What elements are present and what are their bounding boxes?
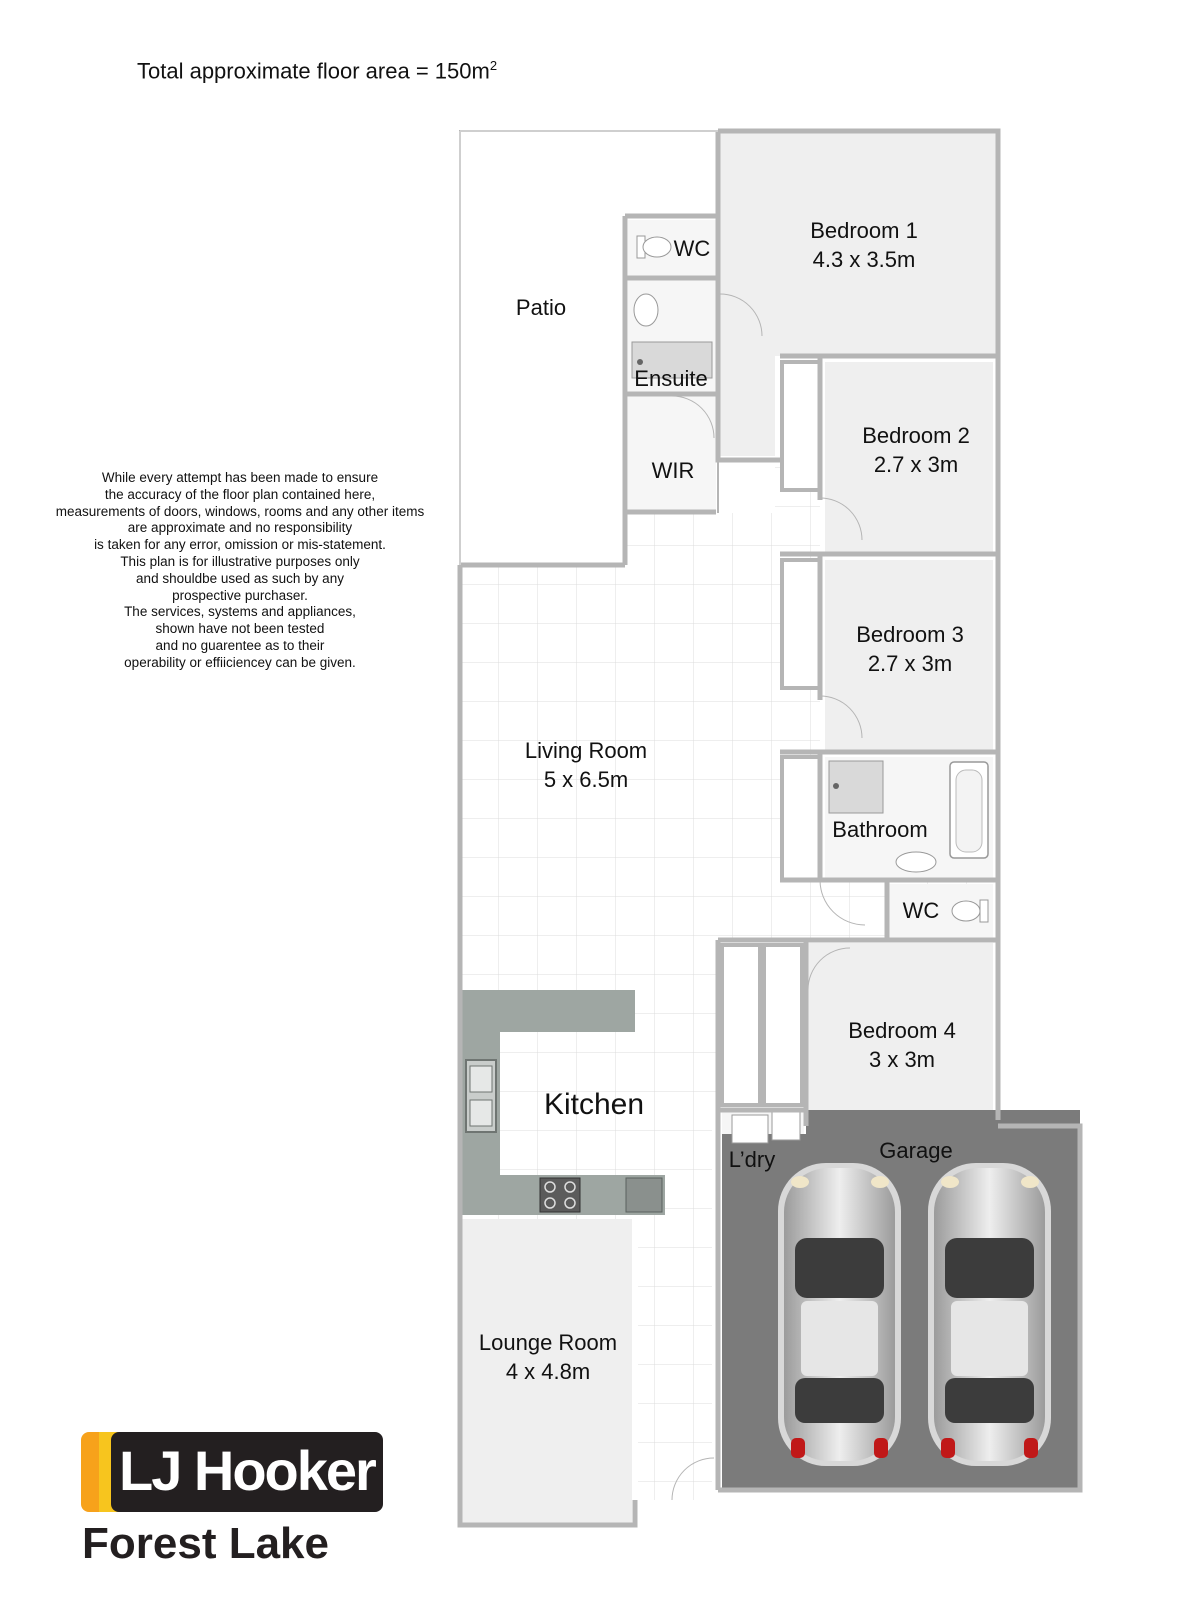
kitchen-label: Kitchen xyxy=(543,1088,645,1121)
wir-area xyxy=(628,396,716,510)
basin-ensuite-icon xyxy=(634,294,658,326)
lounge-room-label: Lounge Room xyxy=(478,1330,618,1355)
disclaimer-line: is taken for any error, omission or mis-statement. xyxy=(94,537,386,553)
disclaimer-line: measurements of doors, windows, rooms and any other items xyxy=(55,503,425,519)
logo-text: LJ Hooker xyxy=(119,1439,375,1502)
disclaimer-line: prospective purchaser. xyxy=(172,587,308,603)
lj-hooker-logo xyxy=(81,1432,383,1512)
toilet-ensuite-icon xyxy=(637,236,671,258)
bedroom-4-size: 3 x 3m xyxy=(868,1047,936,1072)
wardrobe-bed3 xyxy=(782,560,820,688)
bedroom-3-size: 2.7 x 3m xyxy=(867,651,953,676)
disclaimer-line: the accuracy of the floor plan contained here, xyxy=(104,486,376,502)
wc-ensuite-label: WC xyxy=(673,236,711,261)
toilet-main-icon xyxy=(952,900,988,922)
patio-label: Patio xyxy=(515,295,567,320)
wardrobe-bed2 xyxy=(782,362,820,490)
living-room-size: 5 x 6.5m xyxy=(543,767,629,792)
living-room-label: Living Room xyxy=(524,738,648,763)
disclaimer-line: While every attempt has been made to ensure xyxy=(101,470,379,485)
disclaimer-line: and no guarentee as to their xyxy=(155,637,325,653)
office-name: Forest Lake xyxy=(82,1519,329,1568)
wardrobe-bed4-b xyxy=(764,945,802,1105)
bedroom-3-label: Bedroom 3 xyxy=(856,622,964,647)
kitchen-sink-icon xyxy=(466,1060,496,1132)
bathroom-label: Bathroom xyxy=(832,817,928,842)
bedroom-1-hall xyxy=(720,356,775,456)
disclaimer-line: shown have not been tested xyxy=(155,621,325,637)
wc-main-label: WC xyxy=(902,898,940,923)
basin-bathroom-icon xyxy=(896,852,936,872)
disclaimer-line: operability or effiiciencey can be given. xyxy=(124,654,356,670)
laundry-label: L’dry xyxy=(728,1147,776,1172)
linen-cupboard xyxy=(782,757,820,880)
bedroom-1-label: Bedroom 1 xyxy=(810,218,918,243)
bathtub-icon xyxy=(950,762,988,858)
bedroom-1-area xyxy=(720,131,998,356)
rangehood-icon xyxy=(626,1178,662,1212)
bedroom-2-size: 2.7 x 3m xyxy=(873,452,959,477)
floor-area-title: Total approximate floor area = $150m^2$ xyxy=(137,58,498,84)
laundry-tub-icon xyxy=(732,1112,800,1143)
shower-bathroom-icon xyxy=(829,761,883,813)
bedroom-2-label: Bedroom 2 xyxy=(862,423,970,448)
disclaimer-line: are approximate and no responsibility xyxy=(127,520,353,536)
wardrobe-bed4-a xyxy=(722,945,760,1105)
bedroom-4-label: Bedroom 4 xyxy=(848,1018,956,1043)
disclaimer-line: This plan is for illustrative purposes only xyxy=(120,553,360,569)
car-left-icon xyxy=(778,1163,901,1466)
wir-label: WIR xyxy=(651,458,695,483)
disclaimer-line: and shouldbe used as such by any xyxy=(136,570,344,586)
bedroom-1-size: 4.3 x 3.5m xyxy=(812,247,916,272)
ensuite-label: Ensuite xyxy=(634,366,708,391)
disclaimer-line: The services, systems and appliances, xyxy=(124,604,356,620)
car-right-icon xyxy=(928,1163,1051,1466)
cooktop-icon xyxy=(540,1178,580,1212)
lounge-room-size: 4 x 4.8m xyxy=(505,1359,591,1384)
garage-label: Garage xyxy=(879,1138,953,1163)
